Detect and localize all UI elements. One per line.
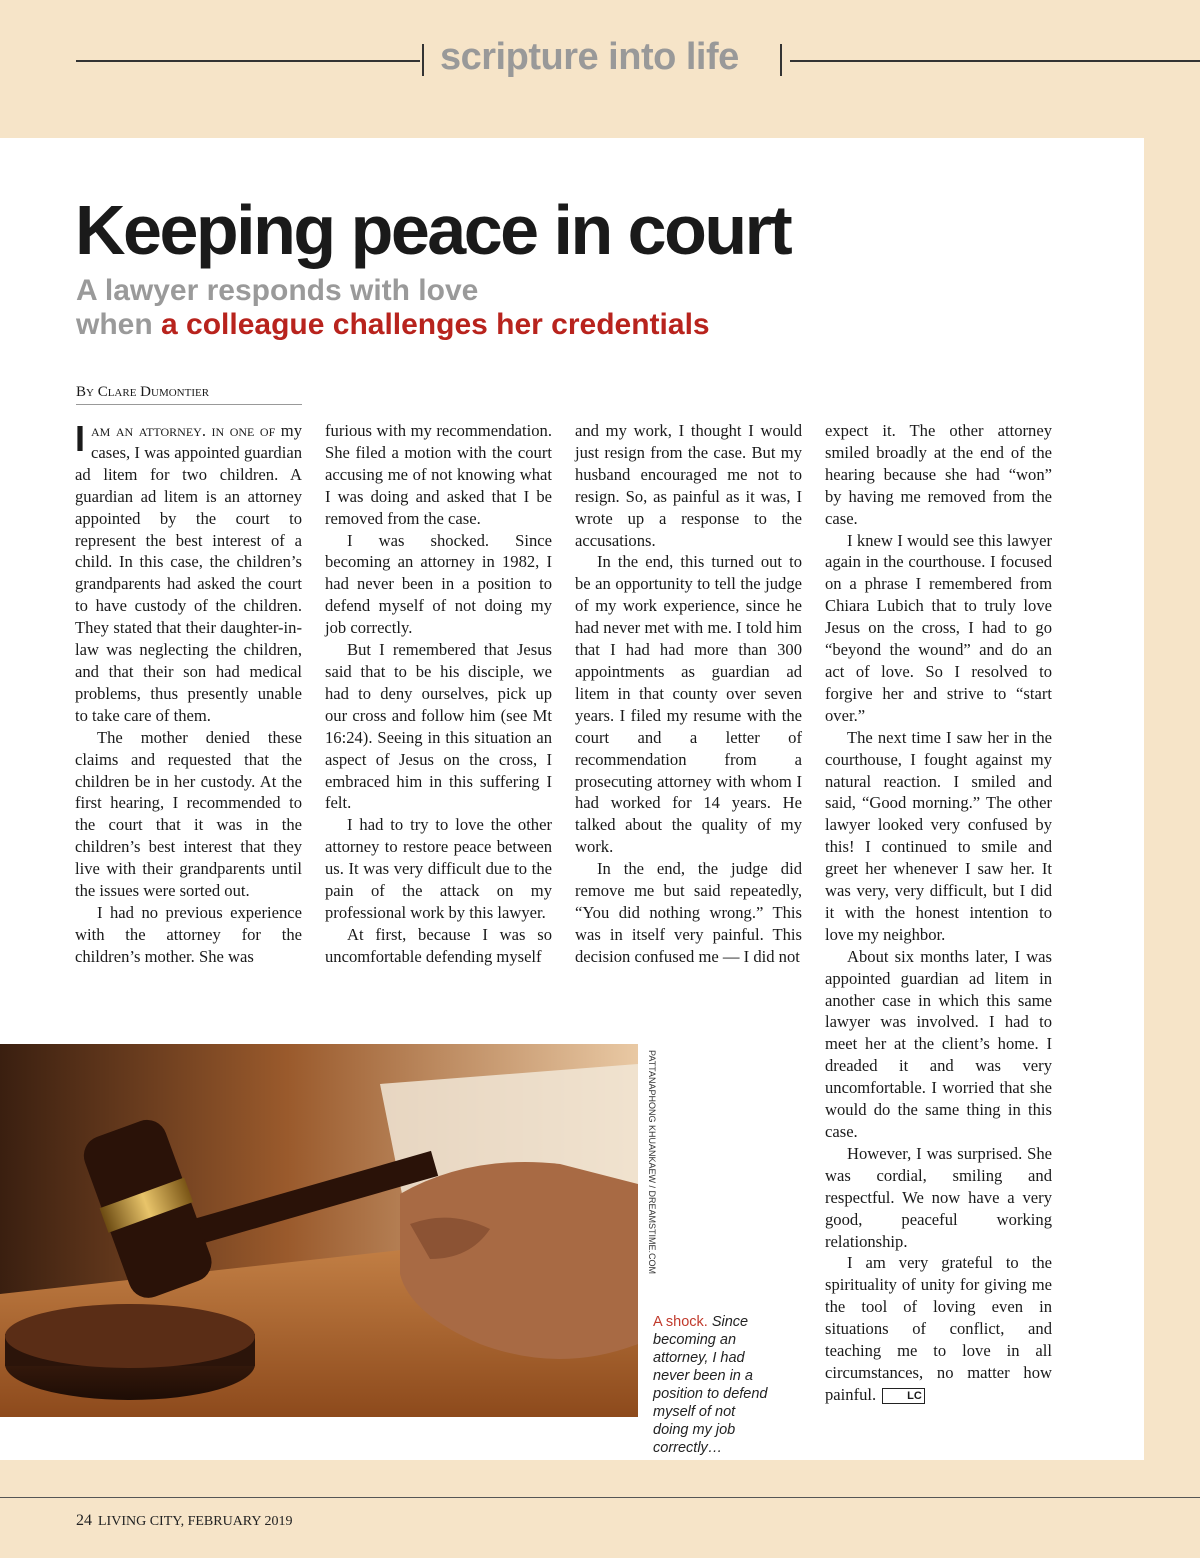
byline-by: By [76, 384, 94, 400]
page-number: 24 [76, 1512, 92, 1529]
drop-cap: I [75, 418, 86, 459]
header-tick-right [780, 44, 782, 76]
article-paragraph [75, 420, 302, 727]
article-paragraph: The next time I saw her in the courthouse, I fought against my natural reaction. I smiled and said, “Good morning.” The other lawyer looked very confused by this! I continued to smile and greet her whenever I saw her. It was very, very difficult, but I did it with the honest intention to love my neighbor. [825, 727, 1052, 944]
photo-caption [653, 1313, 773, 1457]
article-paragraph: In the end, the judge did remove me but said repeatedly, “You did nothing wrong.” This was in itself very painful. This decision confused me — I did not [575, 859, 802, 966]
article-paragraph: At first, because I was so uncomfortable defending myself [325, 924, 552, 966]
publication-name: LIVING CITY, FEBRUARY 2019 [98, 1514, 293, 1529]
paragraph-text: I am very grateful to the spirituality of unity for giving me the tool of loving even in situations of conflict, and teaching me to love in all circumstances, no matter how painful. [825, 1253, 1052, 1404]
caption-lead: A shock. [653, 1314, 708, 1330]
article-paragraph: In the end, this turned out to be an opportunity to tell the judge of my work experience, since he had never met with me. I told him that I had had more than 300 appointments as guardian ad litem in that county over seven years. I filed my resume with the court and a letter of recommendation from a prosecuting attorney with whom I had worked for 14 years. He talked about the quality of my work. [575, 552, 802, 857]
section-title: scripture into life [440, 36, 739, 78]
article-paragraph: I knew I would see this lawyer again in the courthouse. I focused on a phrase I remembered from Chiara Lubich that to truly love Jesus on the cross, I had to go “beyond the wound” and do an act of love. So I resolved to forgive her and strive to “start over.” [825, 530, 1052, 725]
article-column-2 [325, 420, 552, 968]
article-column-1 [75, 420, 302, 968]
article-paragraph: I had to try to love the other attorney to restore peace between us. It was very difficult due to the pain of the attack on my professional work by this lawyer. [325, 815, 552, 922]
article-deck [76, 274, 710, 342]
gavel-illustration [0, 1044, 638, 1417]
header-rule-right [790, 60, 1200, 62]
header-tick-left [422, 44, 424, 76]
article-paragraph: About six months later, I was appointed guardian ad litem in another case in which this same lawyer was involved. I had to meet her at the client’s home. I dreaded it and was very uncomfortable. I worried that she would do the same thing in this case. [825, 946, 1052, 1141]
end-mark-icon: LC [882, 1388, 925, 1404]
header-rule-left [76, 60, 420, 62]
deck-gray-word: when [76, 308, 153, 341]
article-paragraph: and my work, I thought I would just resign from the case. But my husband encouraged me not to resign. So, as painful as it was, I wrote up a response to the accusations. [575, 421, 802, 550]
article-paragraph: expect it. The other attorney smiled broadly at the end of the hearing because she had “won” by having me removed from the case. [825, 421, 1052, 528]
photo-credit [643, 1050, 659, 1275]
deck-line-2 [76, 308, 710, 342]
article-paragraph: I had no previous experience with the attorney for the children’s mother. She was [75, 902, 302, 966]
article-paragraph [825, 1252, 1052, 1405]
article-paragraph: However, I was surprised. She was cordial, smiling and respectful. We now have a very good, peaceful working relationship. [825, 1143, 1052, 1251]
article-column-3 [575, 420, 802, 968]
deck-line-1: A lawyer responds with love [76, 274, 479, 307]
lead-in: am an attorney. in one of [91, 421, 276, 440]
article-headline: Keeping peace in court [75, 191, 791, 269]
byline-author: Clare Dumontier [97, 384, 210, 400]
page-footer [76, 1512, 292, 1530]
footer-rule [0, 1497, 1200, 1498]
paragraph-text: my cases, I was appointed guardian ad litem for two children. A guardian ad litem is an attorney appointed by the court to represent the best interest of a child. In this case, the children’s grandparents had asked the court to have custody of the children. They stated that their daughter-in-law was neglecting the children, and that their son had medical problems, thus presently unable to take care of them. [75, 421, 302, 725]
caption-text: Since becoming an attorney, I had never been in a position to defend myself of not doing my job correctly… [653, 1314, 768, 1456]
byline [76, 384, 302, 405]
gavel-photo [0, 1044, 638, 1417]
deck-red-text: a colleague challenges her credentials [161, 308, 710, 341]
article-paragraph: But I remembered that Jesus said that to be his disciple, we had to deny ourselves, pick up our cross and follow him (see Mt 16:24). Seeing in this situation an aspect of Jesus on the cross, I embraced him in this suffering I felt. [325, 640, 552, 813]
article-paragraph: The mother denied these claims and requested that the children be in her custody. At the first hearing, I recommended to the court that it was in the children’s best interest that they live with their grandparents until the issues were sorted out. [75, 727, 302, 901]
article-paragraph: furious with my recommendation. She filed a motion with the court accusing me of not knowing what I was doing and asked that I be removed from the case. [325, 421, 552, 528]
photo-credit-text: PATTANAPHONG KHUANKAEW / DREAMSTIME.COM [647, 1050, 657, 1275]
article-column-4 [825, 420, 1052, 1406]
article-paragraph: I was shocked. Since becoming an attorney in 1982, I had never been in a position to defend myself of not doing my job correctly. [325, 530, 552, 638]
